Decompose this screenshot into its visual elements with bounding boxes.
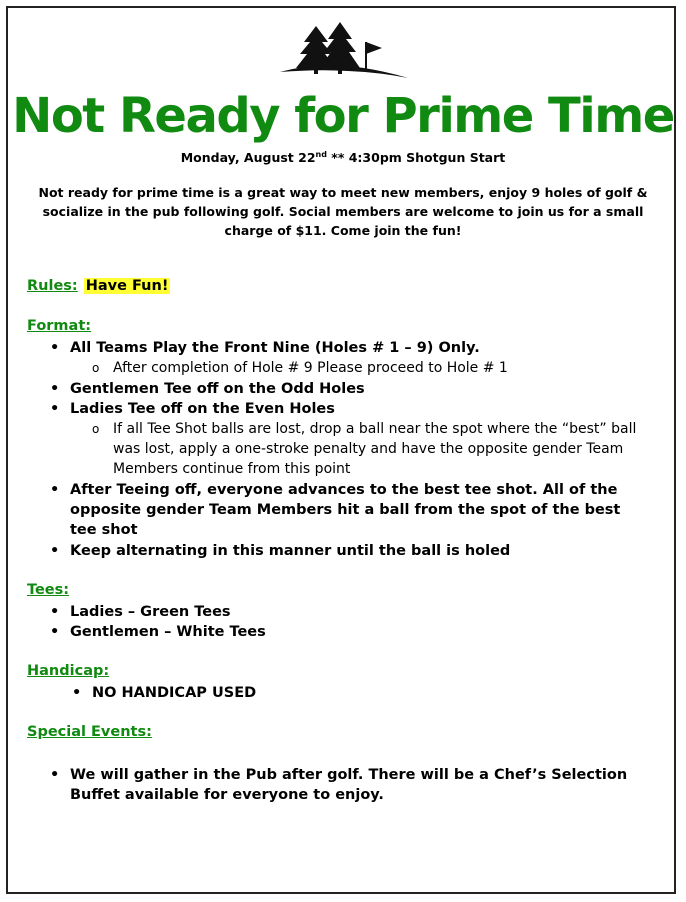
special-events-heading: Special Events: — [27, 724, 152, 740]
date-suffix: nd — [315, 150, 327, 159]
tees-heading: Tees: — [27, 582, 70, 598]
special-events-item: • We will gather in the Pub after golf. There will be a Chef’s Selection Buffet available for everyone to enjoy. — [70, 765, 650, 805]
format-item: • All Teams Play the Front Nine (Holes # 1 – 9) Only. — [70, 338, 480, 358]
intro-paragraph: Not ready for prime time is a great way to meet new members, enjoy 9 holes of golf & socialize in the pub following golf. Social members are welcome to join us for a small charge of $11. Come join the fun! — [38, 185, 648, 238]
rules-value: Have Fun! — [85, 278, 169, 294]
format-subitem: o If all Tee Shot balls are lost, drop a ball near the spot where the “best” ball was lost, apply a one-stroke penalty and have the opposite gender Team Members continue from this point — [113, 419, 653, 479]
tees-item: • Gentlemen – White Tees — [70, 622, 266, 642]
date-prefix: Monday, August 22 — [180, 150, 316, 166]
format-item: • Ladies Tee off on the Even Holes — [70, 399, 335, 419]
format-heading: Format: — [27, 318, 92, 334]
tees-item: • Ladies – Green Tees — [70, 602, 231, 622]
rules-heading: Rules: — [27, 278, 78, 294]
event-date — [0, 150, 686, 165]
format-item: • Keep alternating in this manner until the ball is holed — [70, 541, 510, 561]
date-rest: ** 4:30pm Shotgun Start — [326, 150, 506, 166]
format-item: • After Teeing off, everyone advances to the best tee shot. All of the opposite gender Team Members hit a ball from the spot of the best tee shot — [70, 480, 650, 540]
rules-section — [27, 278, 170, 294]
handicap-heading: Handicap: — [27, 663, 110, 679]
format-subitem: o After completion of Hole # 9 Please proceed to Hole # 1 — [113, 358, 508, 378]
handicap-item: • NO HANDICAP USED — [92, 683, 256, 703]
format-item: • Gentlemen Tee off on the Odd Holes — [70, 379, 365, 399]
page-title: Not Ready for Prime Time — [12, 88, 674, 144]
pine-trees-flag-logo-icon — [278, 22, 410, 84]
